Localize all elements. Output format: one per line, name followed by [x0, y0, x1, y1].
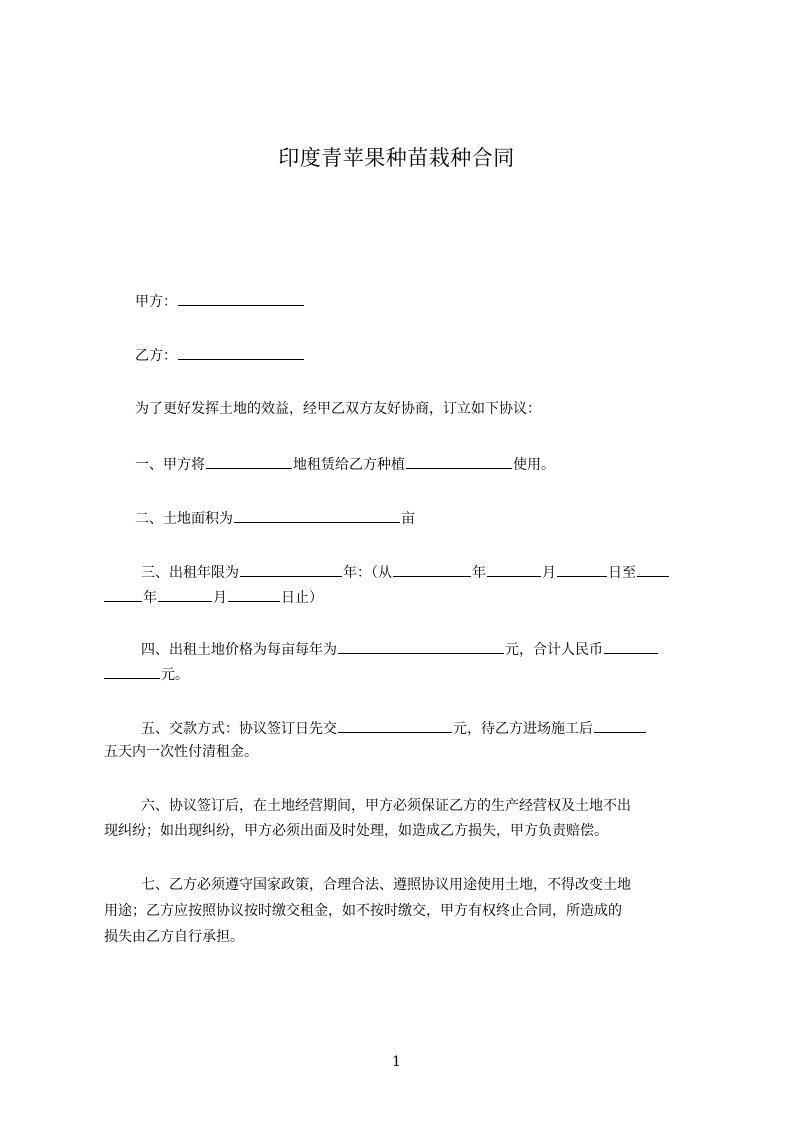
clause-5-blank-deposit [338, 717, 452, 733]
clause-2-suffix: 亩 [401, 511, 415, 527]
clause-3-year-from-label: 年：（从 [343, 565, 392, 581]
clause-5-line-1 [141, 717, 741, 740]
clause-4-suffix: 元。 [161, 667, 189, 683]
clause-5-prefix: 五、交款方式：协议签订日先交 [141, 721, 337, 737]
clause-6-line-2: 现纠纷；如出现纠纷，甲方必须出面及时处理，如造成乙方损失，甲方负责赔偿。 [104, 823, 608, 839]
clause-5-blank-after [594, 717, 646, 733]
page-number: 1 [392, 1054, 401, 1070]
clause-1-suffix: 使用。 [513, 457, 555, 473]
party-b-line [135, 344, 735, 367]
clause-3-blank-end-day [228, 586, 280, 602]
intro-paragraph: 为了更好发挥土地的效益，经甲乙双方友好协商，订立如下协议： [135, 401, 541, 417]
clause-1-blank-use [406, 453, 512, 469]
clause-3-month2: 月 [213, 590, 227, 606]
clause-4-blank-price [338, 638, 504, 654]
clause-3-blank-start-year [393, 561, 471, 577]
clause-7-line-2: 用途；乙方应按照协议按时缴交租金，如不按时缴交，甲方有权终止合同，所造成的 [104, 903, 622, 919]
clause-6-line-1: 六、协议签订后，在土地经营期间，甲方必须保证乙方的生产经营权及土地不出 [141, 798, 631, 814]
clause-3-blank-end-year-a [637, 561, 669, 577]
clause-5-middle: 元，待乙方进场施工后 [453, 721, 593, 737]
clause-3-day-to: 日至 [608, 565, 636, 581]
clause-3-blank-end-month [158, 586, 212, 602]
clause-4-line-1 [141, 638, 741, 661]
clause-3-line-2 [104, 586, 704, 609]
clause-4-middle: 元，合计人民币 [505, 642, 603, 658]
clause-4-line-2 [104, 663, 704, 686]
clause-1-prefix: 一、甲方将 [135, 457, 205, 473]
clause-3-month: 月 [542, 565, 556, 581]
clause-1-middle: 地租赁给乙方种植 [293, 457, 405, 473]
clause-3-year: 年 [472, 565, 486, 581]
clause-3-year2: 年 [143, 590, 157, 606]
document-title: 印度青苹果种苗栽种合同 [278, 146, 515, 170]
clause-4-blank-total-a [604, 638, 658, 654]
party-a-label: 甲方： [135, 294, 177, 310]
clause-3-blank-end-year-b [104, 586, 142, 602]
clause-3-blank-years [240, 561, 342, 577]
clause-2-blank-area [234, 507, 400, 523]
clause-3-prefix: 三、出租年限为 [141, 565, 239, 581]
clause-7-line-1: 七、乙方必须遵守国家政策，合理合法、遵照协议用途使用土地，不得改变土地 [141, 877, 631, 893]
clause-4-prefix: 四、出租土地价格为每亩每年为 [141, 642, 337, 658]
clause-3-line-1 [141, 561, 741, 584]
party-a-line [135, 290, 735, 313]
party-a-blank [178, 290, 304, 306]
clause-3-day-end: 日止） [281, 590, 323, 606]
party-b-blank [178, 344, 304, 360]
party-b-label: 乙方： [135, 348, 177, 364]
clause-2-prefix: 二、土地面积为 [135, 511, 233, 527]
clause-3-blank-start-day [557, 561, 607, 577]
clause-4-blank-total-b [104, 663, 160, 679]
clause-3-blank-start-month [487, 561, 541, 577]
clause-7-line-3: 损失由乙方自行承担。 [104, 929, 244, 945]
clause-1 [135, 453, 735, 476]
clause-5-line-2: 五天内一次性付清租金。 [104, 744, 258, 760]
clause-1-blank-land [206, 453, 292, 469]
clause-2 [135, 507, 735, 530]
